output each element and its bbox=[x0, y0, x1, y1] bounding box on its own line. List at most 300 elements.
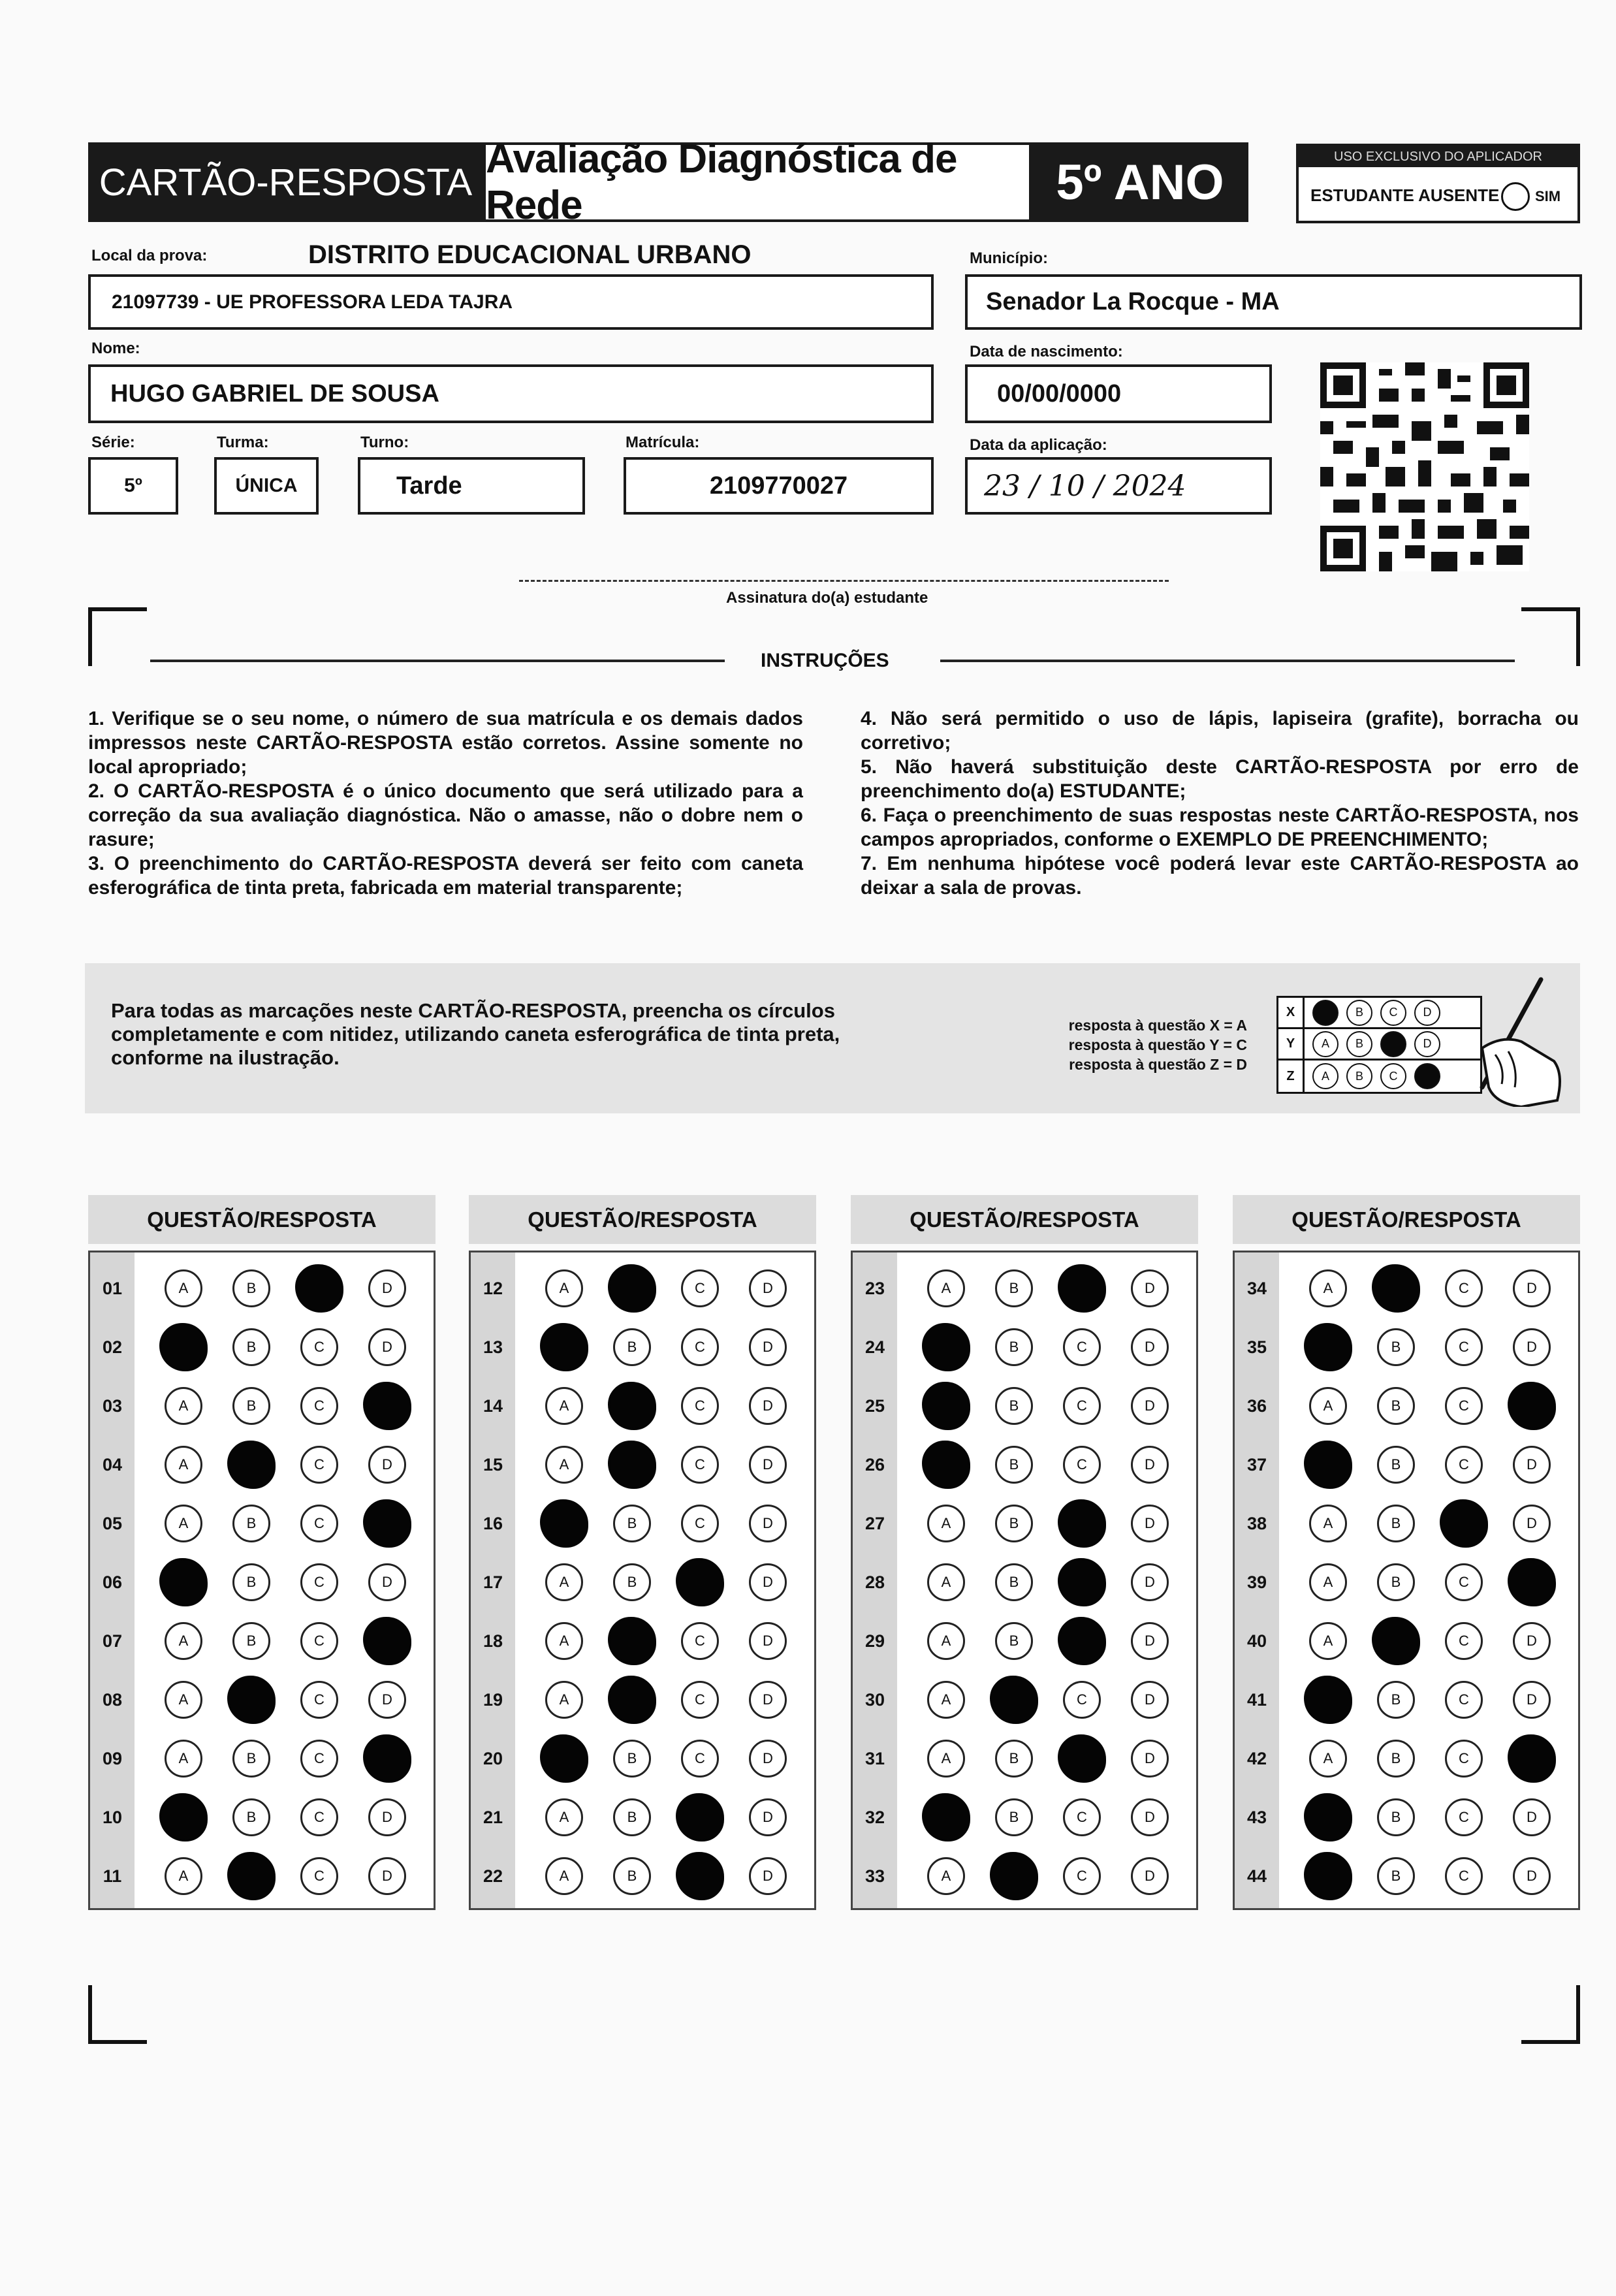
example-bubble-c: C bbox=[1380, 1000, 1406, 1026]
answer-bubble-c[interactable]: C bbox=[1063, 1798, 1101, 1836]
answer-bubble-c[interactable]: C bbox=[300, 1740, 338, 1778]
answer-bubble-c[interactable]: C bbox=[300, 1563, 338, 1601]
answer-bubble-d[interactable]: D bbox=[1131, 1505, 1169, 1542]
answer-bubble-d[interactable] bbox=[363, 1617, 411, 1665]
answer-bubble-d[interactable]: D bbox=[1513, 1798, 1551, 1836]
answer-bubble-a[interactable]: A bbox=[165, 1446, 202, 1484]
question-number: 30 bbox=[864, 1689, 885, 1710]
answer-bubble-d[interactable]: D bbox=[1131, 1269, 1169, 1307]
question-number: 42 bbox=[1246, 1748, 1267, 1768]
answer-bubble-d[interactable]: D bbox=[1131, 1798, 1169, 1836]
answer-bubble-b[interactable] bbox=[1372, 1617, 1420, 1665]
answer-row bbox=[1235, 1494, 1578, 1553]
example-legend-z: resposta à questão Z = D bbox=[1069, 1056, 1247, 1073]
answer-bubble-b[interactable]: B bbox=[232, 1505, 270, 1542]
question-number: 16 bbox=[483, 1513, 503, 1533]
answer-bubble-d[interactable]: D bbox=[368, 1328, 406, 1366]
answer-bubble-a[interactable] bbox=[1304, 1441, 1352, 1489]
answer-bubble-a[interactable] bbox=[922, 1382, 970, 1430]
question-number: 39 bbox=[1246, 1572, 1267, 1592]
answer-bubble-b[interactable]: B bbox=[1377, 1681, 1415, 1719]
answer-bubble-b[interactable]: B bbox=[1377, 1798, 1415, 1836]
answer-bubble-b[interactable]: B bbox=[1377, 1328, 1415, 1366]
answer-row bbox=[90, 1553, 434, 1612]
qr-code-icon bbox=[1320, 362, 1529, 571]
example-bubble-a bbox=[1312, 1000, 1339, 1026]
answer-bubble-b[interactable]: B bbox=[232, 1328, 270, 1366]
answer-row bbox=[90, 1670, 434, 1729]
answer-row bbox=[853, 1788, 1196, 1847]
question-number: 44 bbox=[1246, 1866, 1267, 1886]
answer-bubble-a[interactable] bbox=[1304, 1323, 1352, 1371]
answer-bubble-b[interactable]: B bbox=[1377, 1446, 1415, 1484]
municipio-field bbox=[965, 274, 1582, 330]
answer-bubble-d[interactable]: D bbox=[749, 1798, 787, 1836]
question-number: 31 bbox=[864, 1748, 885, 1768]
question-number: 06 bbox=[102, 1572, 123, 1592]
nascimento-label: Data de nascimento: bbox=[970, 343, 1123, 360]
instruction-6: 6. Faça o preenchimento de suas respostas neste CARTÃO-RESPOSTA, nos campos apropriados, conforme o EXEMPLO DE PREENCHIMENTO; bbox=[861, 805, 1579, 850]
answer-bubble-b[interactable]: B bbox=[232, 1740, 270, 1778]
instr-rule-left bbox=[150, 660, 725, 662]
question-number: 10 bbox=[102, 1807, 123, 1827]
answer-bubble-a[interactable]: A bbox=[1309, 1505, 1347, 1542]
answer-bubble-d[interactable]: D bbox=[749, 1681, 787, 1719]
matricula-value: 2109770027 bbox=[709, 471, 848, 500]
answer-bubble-a[interactable] bbox=[922, 1441, 970, 1489]
example-text: Para todas as marcações neste CARTÃO-RESPOSTA, preencha os círculos completamente e com nitidez, utilizando caneta esferográfica de tinta preta, conforme na ilustração. bbox=[111, 999, 840, 1069]
answer-bubble-a[interactable]: A bbox=[927, 1563, 965, 1601]
answer-bubble-a[interactable] bbox=[540, 1323, 588, 1371]
answer-bubble-c[interactable]: C bbox=[300, 1446, 338, 1484]
answer-bubble-a[interactable] bbox=[1304, 1676, 1352, 1724]
answer-row bbox=[90, 1377, 434, 1435]
answer-row bbox=[1235, 1729, 1578, 1788]
turno-value: Tarde bbox=[396, 471, 462, 500]
answer-bubble-d[interactable]: D bbox=[1513, 1446, 1551, 1484]
answer-bubble-c[interactable]: C bbox=[1063, 1387, 1101, 1425]
answer-bubble-b[interactable]: B bbox=[613, 1857, 651, 1895]
question-number: 27 bbox=[864, 1513, 885, 1533]
instruction-4: 4. Não será permitido o uso de lápis, lapiseira (grafite), borracha ou corretivo; bbox=[861, 708, 1579, 754]
instruction-3: 3. O preenchimento do CARTÃO-RESPOSTA deverá ser feito com caneta esferográfica de tinta preta, fabricada em material transparente; bbox=[88, 853, 803, 899]
answer-bubble-d[interactable]: D bbox=[368, 1798, 406, 1836]
answer-bubble-a[interactable]: A bbox=[1309, 1269, 1347, 1307]
answer-bubble-a[interactable]: A bbox=[927, 1740, 965, 1778]
answer-row bbox=[1235, 1318, 1578, 1377]
answer-bubble-a[interactable] bbox=[159, 1558, 208, 1606]
answer-bubble-c[interactable] bbox=[1058, 1558, 1106, 1606]
answer-bubble-c[interactable]: C bbox=[1063, 1328, 1101, 1366]
header-cartao: CARTÃO-RESPOSTA bbox=[88, 142, 483, 222]
answer-bubble-d[interactable]: D bbox=[368, 1563, 406, 1601]
answer-bubble-b[interactable]: B bbox=[995, 1798, 1033, 1836]
turma-value: ÚNICA bbox=[235, 475, 298, 496]
answer-bubble-c[interactable] bbox=[295, 1264, 343, 1313]
local-distrito: DISTRITO EDUCACIONAL URBANO bbox=[308, 240, 752, 269]
answer-bubble-a[interactable]: A bbox=[927, 1269, 965, 1307]
answer-bubble-c[interactable]: C bbox=[681, 1740, 719, 1778]
instruction-2: 2. O CARTÃO-RESPOSTA é o único documento que será utilizado para a correção da sua avaliação diagnóstica. Não o amasse, não o dobre nem o rasure; bbox=[88, 780, 803, 850]
answer-bubble-b[interactable]: B bbox=[1377, 1563, 1415, 1601]
example-question-label: Z bbox=[1278, 1060, 1305, 1092]
answer-row bbox=[1235, 1670, 1578, 1729]
answer-bubble-d[interactable]: D bbox=[1513, 1681, 1551, 1719]
answer-bubble-d[interactable]: D bbox=[1131, 1857, 1169, 1895]
answer-bubble-d[interactable]: D bbox=[368, 1446, 406, 1484]
answer-bubble-b[interactable]: B bbox=[613, 1740, 651, 1778]
answer-bubble-a[interactable]: A bbox=[545, 1622, 583, 1660]
matricula-field bbox=[624, 457, 934, 515]
question-number: 32 bbox=[864, 1807, 885, 1827]
answer-bubble-c[interactable] bbox=[1058, 1264, 1106, 1313]
question-number: 26 bbox=[864, 1454, 885, 1475]
answer-bubble-c[interactable]: C bbox=[681, 1505, 719, 1542]
answer-bubble-c[interactable]: C bbox=[300, 1328, 338, 1366]
answer-bubble-b[interactable] bbox=[608, 1382, 656, 1430]
corner-mark-top-right bbox=[1521, 607, 1580, 666]
answer-bubble-c[interactable]: C bbox=[1445, 1798, 1483, 1836]
answer-bubble-b[interactable]: B bbox=[232, 1387, 270, 1425]
answer-row bbox=[90, 1612, 434, 1670]
corner-mark-bottom-right bbox=[1521, 1985, 1580, 2044]
question-number: 29 bbox=[864, 1631, 885, 1651]
answer-bubble-c[interactable]: C bbox=[300, 1857, 338, 1895]
answer-bubble-a[interactable]: A bbox=[165, 1387, 202, 1425]
example-question-label: Y bbox=[1278, 1029, 1305, 1059]
estudante-ausente-label: ESTUDANTE AUSENTE bbox=[1310, 185, 1500, 205]
example-bubble-b: B bbox=[1346, 1063, 1372, 1089]
answer-bubble-a[interactable]: A bbox=[1309, 1740, 1347, 1778]
answer-bubble-a[interactable]: A bbox=[165, 1857, 202, 1895]
answer-bubble-b[interactable] bbox=[1372, 1264, 1420, 1313]
answer-bubble-b[interactable]: B bbox=[1377, 1505, 1415, 1542]
answer-row bbox=[1235, 1847, 1578, 1905]
ausente-bubble[interactable] bbox=[1501, 182, 1530, 211]
instructions-right bbox=[861, 707, 1579, 900]
answer-bubble-d[interactable]: D bbox=[1131, 1622, 1169, 1660]
answer-bubble-b[interactable]: B bbox=[995, 1387, 1033, 1425]
answer-bubble-a[interactable]: A bbox=[165, 1740, 202, 1778]
answer-bubble-d[interactable] bbox=[1508, 1734, 1556, 1783]
answer-bubble-b[interactable] bbox=[608, 1617, 656, 1665]
question-number: 15 bbox=[483, 1454, 503, 1475]
answer-bubble-a[interactable] bbox=[922, 1793, 970, 1842]
answer-row bbox=[1235, 1553, 1578, 1612]
answer-bubble-c[interactable]: C bbox=[681, 1681, 719, 1719]
answer-bubble-d[interactable]: D bbox=[1131, 1387, 1169, 1425]
answer-bubble-c[interactable]: C bbox=[1063, 1857, 1101, 1895]
answer-bubble-d[interactable]: D bbox=[749, 1563, 787, 1601]
question-number: 35 bbox=[1246, 1337, 1267, 1357]
nascimento-value: 00/00/0000 bbox=[997, 379, 1122, 407]
answer-bubble-a[interactable]: A bbox=[927, 1505, 965, 1542]
answer-bubble-d[interactable] bbox=[363, 1499, 411, 1548]
column-header: QUESTÃO/RESPOSTA bbox=[851, 1195, 1198, 1244]
answer-bubble-a[interactable]: A bbox=[545, 1387, 583, 1425]
answer-bubble-c[interactable]: C bbox=[1445, 1740, 1483, 1778]
answer-row bbox=[1235, 1377, 1578, 1435]
answer-bubble-b[interactable]: B bbox=[995, 1505, 1033, 1542]
answer-bubble-b[interactable]: B bbox=[1377, 1387, 1415, 1425]
answer-row bbox=[90, 1847, 434, 1905]
answer-bubble-b[interactable]: B bbox=[995, 1446, 1033, 1484]
answer-bubble-b[interactable]: B bbox=[613, 1563, 651, 1601]
answer-bubble-d[interactable]: D bbox=[749, 1269, 787, 1307]
answer-bubble-a[interactable] bbox=[540, 1734, 588, 1783]
answer-bubble-a[interactable] bbox=[1304, 1852, 1352, 1900]
answer-bubble-c[interactable]: C bbox=[1063, 1446, 1101, 1484]
answer-row bbox=[471, 1377, 814, 1435]
answer-bubble-c[interactable]: C bbox=[681, 1446, 719, 1484]
answer-bubble-c[interactable]: C bbox=[681, 1328, 719, 1366]
question-number: 25 bbox=[864, 1395, 885, 1416]
answer-bubble-d[interactable] bbox=[363, 1382, 411, 1430]
turma-field bbox=[214, 457, 319, 515]
question-number: 34 bbox=[1246, 1278, 1267, 1298]
answer-bubble-a[interactable]: A bbox=[927, 1622, 965, 1660]
answer-bubble-b[interactable]: B bbox=[232, 1563, 270, 1601]
answer-bubble-c[interactable]: C bbox=[1445, 1446, 1483, 1484]
question-number: 09 bbox=[102, 1748, 123, 1768]
answer-bubble-c[interactable]: C bbox=[1445, 1328, 1483, 1366]
answer-bubble-c[interactable] bbox=[1058, 1499, 1106, 1548]
aplicacao-label: Data da aplicação: bbox=[970, 436, 1107, 454]
answer-bubble-b[interactable] bbox=[990, 1852, 1038, 1900]
sim-label: SIM bbox=[1535, 188, 1561, 204]
answer-bubble-d[interactable]: D bbox=[1131, 1740, 1169, 1778]
answer-bubble-d[interactable]: D bbox=[1131, 1328, 1169, 1366]
answer-row bbox=[90, 1729, 434, 1788]
answer-bubble-c[interactable]: C bbox=[681, 1269, 719, 1307]
answer-bubble-d[interactable]: D bbox=[749, 1740, 787, 1778]
answer-bubble-c[interactable]: C bbox=[1445, 1563, 1483, 1601]
answer-bubble-a[interactable]: A bbox=[927, 1857, 965, 1895]
answer-row bbox=[471, 1670, 814, 1729]
answer-bubble-d[interactable]: D bbox=[1131, 1446, 1169, 1484]
answer-bubble-b[interactable]: B bbox=[232, 1622, 270, 1660]
answer-bubble-b[interactable]: B bbox=[232, 1798, 270, 1836]
answer-bubble-a[interactable] bbox=[922, 1323, 970, 1371]
answer-bubble-d[interactable]: D bbox=[1131, 1681, 1169, 1719]
answer-bubble-b[interactable] bbox=[227, 1676, 276, 1724]
answer-bubble-a[interactable]: A bbox=[165, 1622, 202, 1660]
answer-bubble-d[interactable]: D bbox=[749, 1387, 787, 1425]
header-ano: 5º ANO bbox=[1032, 142, 1248, 222]
serie-value: 5º bbox=[124, 475, 142, 496]
answer-bubble-c[interactable]: C bbox=[300, 1681, 338, 1719]
answer-row bbox=[1235, 1435, 1578, 1494]
answer-row bbox=[471, 1847, 814, 1905]
answer-bubble-c[interactable]: C bbox=[681, 1387, 719, 1425]
aplicacao-value: 23 / 10 / 2024 bbox=[984, 469, 1186, 503]
example-bubble-b: B bbox=[1346, 1000, 1372, 1026]
question-number: 41 bbox=[1246, 1689, 1267, 1710]
question-number: 43 bbox=[1246, 1807, 1267, 1827]
answer-bubble-d[interactable] bbox=[363, 1734, 411, 1783]
aplicacao-field bbox=[965, 457, 1272, 515]
answer-bubble-b[interactable]: B bbox=[613, 1328, 651, 1366]
answer-bubble-b[interactable]: B bbox=[1377, 1740, 1415, 1778]
answer-bubble-d[interactable]: D bbox=[749, 1622, 787, 1660]
question-number: 19 bbox=[483, 1689, 503, 1710]
answer-bubble-a[interactable] bbox=[159, 1323, 208, 1371]
answer-bubble-a[interactable]: A bbox=[545, 1269, 583, 1307]
answer-bubble-d[interactable]: D bbox=[1513, 1857, 1551, 1895]
question-number: 24 bbox=[864, 1337, 885, 1357]
answer-bubble-b[interactable]: B bbox=[995, 1328, 1033, 1366]
turno-field bbox=[358, 457, 585, 515]
answer-row bbox=[853, 1377, 1196, 1435]
answer-row bbox=[853, 1612, 1196, 1670]
answer-bubble-c[interactable]: C bbox=[1445, 1622, 1483, 1660]
answer-bubble-b[interactable] bbox=[990, 1676, 1038, 1724]
question-number: 37 bbox=[1246, 1454, 1267, 1475]
answer-row bbox=[1235, 1788, 1578, 1847]
instruction-7: 7. Em nenhuma hipótese você poderá levar este CARTÃO-RESPOSTA ao deixar a sala de provas. bbox=[861, 853, 1579, 899]
answer-bubble-b[interactable] bbox=[227, 1852, 276, 1900]
question-number: 21 bbox=[483, 1807, 503, 1827]
answer-bubble-a[interactable]: A bbox=[165, 1505, 202, 1542]
question-number: 20 bbox=[483, 1748, 503, 1768]
serie-label: Série: bbox=[91, 434, 135, 451]
answer-bubble-a[interactable]: A bbox=[545, 1798, 583, 1836]
answer-row bbox=[853, 1729, 1196, 1788]
question-number: 05 bbox=[102, 1513, 123, 1533]
example-bubble-d: D bbox=[1414, 1000, 1440, 1026]
answer-bubble-b[interactable]: B bbox=[995, 1740, 1033, 1778]
answer-bubble-b[interactable] bbox=[608, 1676, 656, 1724]
answer-bubble-b[interactable]: B bbox=[995, 1269, 1033, 1307]
hand-pen-icon bbox=[1443, 976, 1567, 1107]
question-number: 02 bbox=[102, 1337, 123, 1357]
answer-row bbox=[471, 1259, 814, 1318]
answer-row bbox=[471, 1318, 814, 1377]
answer-bubble-a[interactable]: A bbox=[1309, 1563, 1347, 1601]
answer-bubble-a[interactable]: A bbox=[545, 1563, 583, 1601]
answer-bubble-a[interactable] bbox=[540, 1499, 588, 1548]
answer-bubble-a[interactable] bbox=[1304, 1793, 1352, 1842]
example-bubble-c: C bbox=[1380, 1063, 1406, 1089]
column-header: QUESTÃO/RESPOSTA bbox=[1233, 1195, 1580, 1244]
uso-exclusivo-box bbox=[1296, 144, 1580, 223]
question-number: 11 bbox=[103, 1866, 122, 1886]
question-number: 07 bbox=[102, 1631, 123, 1651]
answer-bubble-d[interactable]: D bbox=[368, 1269, 406, 1307]
answer-bubble-c[interactable]: C bbox=[1445, 1387, 1483, 1425]
answer-bubble-b[interactable]: B bbox=[613, 1798, 651, 1836]
answer-bubble-a[interactable]: A bbox=[927, 1681, 965, 1719]
answer-bubble-a[interactable]: A bbox=[545, 1446, 583, 1484]
answer-row bbox=[471, 1553, 814, 1612]
answer-bubble-d[interactable]: D bbox=[749, 1505, 787, 1542]
example-legend-x: resposta à questão X = A bbox=[1068, 1017, 1247, 1034]
instructions-title: INSTRUÇÕES bbox=[761, 650, 889, 671]
question-number: 38 bbox=[1246, 1513, 1267, 1533]
answer-row bbox=[1235, 1612, 1578, 1670]
answer-bubble-c[interactable]: C bbox=[1445, 1681, 1483, 1719]
answer-bubble-c[interactable]: C bbox=[1445, 1269, 1483, 1307]
answer-row bbox=[90, 1318, 434, 1377]
example-bubble-a: A bbox=[1312, 1031, 1339, 1057]
assinatura-line bbox=[519, 580, 1169, 582]
answer-bubble-c[interactable]: C bbox=[300, 1387, 338, 1425]
answer-bubble-c[interactable] bbox=[676, 1793, 724, 1842]
question-number: 40 bbox=[1246, 1631, 1267, 1651]
question-number: 36 bbox=[1246, 1395, 1267, 1416]
answer-bubble-d[interactable] bbox=[1508, 1558, 1556, 1606]
answer-bubble-c[interactable]: C bbox=[681, 1622, 719, 1660]
answer-bubble-c[interactable]: C bbox=[1063, 1681, 1101, 1719]
answer-bubble-c[interactable] bbox=[1058, 1617, 1106, 1665]
matricula-label: Matrícula: bbox=[626, 434, 700, 451]
answer-bubble-d[interactable] bbox=[1508, 1382, 1556, 1430]
answer-bubble-b[interactable]: B bbox=[995, 1563, 1033, 1601]
answer-bubble-d[interactable]: D bbox=[368, 1857, 406, 1895]
answer-row bbox=[90, 1435, 434, 1494]
instr-rule-right bbox=[940, 660, 1515, 662]
answer-bubble-c[interactable]: C bbox=[1445, 1857, 1483, 1895]
answer-bubble-b[interactable]: B bbox=[232, 1269, 270, 1307]
answer-bubble-d[interactable]: D bbox=[1513, 1622, 1551, 1660]
municipio-label: Município: bbox=[970, 249, 1048, 267]
answer-bubble-a[interactable] bbox=[159, 1793, 208, 1842]
answer-bubble-c[interactable]: C bbox=[300, 1798, 338, 1836]
answer-bubble-d[interactable]: D bbox=[1131, 1563, 1169, 1601]
column-header: QUESTÃO/RESPOSTA bbox=[88, 1195, 436, 1244]
answer-bubble-a[interactable]: A bbox=[545, 1857, 583, 1895]
answer-bubble-d[interactable]: D bbox=[749, 1328, 787, 1366]
answer-bubble-c[interactable] bbox=[676, 1852, 724, 1900]
answer-bubble-b[interactable]: B bbox=[995, 1622, 1033, 1660]
answer-bubble-a[interactable]: A bbox=[165, 1681, 202, 1719]
question-number: 28 bbox=[864, 1572, 885, 1592]
answer-bubble-b[interactable] bbox=[608, 1441, 656, 1489]
answer-row bbox=[90, 1259, 434, 1318]
answer-bubble-c[interactable] bbox=[1440, 1499, 1488, 1548]
column-header: QUESTÃO/RESPOSTA bbox=[469, 1195, 816, 1244]
example-bubble-a: A bbox=[1312, 1063, 1339, 1089]
answer-bubble-b[interactable]: B bbox=[613, 1505, 651, 1542]
answer-bubble-a[interactable]: A bbox=[165, 1269, 202, 1307]
answer-bubble-a[interactable]: A bbox=[545, 1681, 583, 1719]
answer-bubble-a[interactable]: A bbox=[1309, 1622, 1347, 1660]
turno-label: Turno: bbox=[360, 434, 409, 451]
question-number: 01 bbox=[102, 1278, 123, 1298]
answer-bubble-d[interactable]: D bbox=[1513, 1328, 1551, 1366]
answer-bubble-d[interactable]: D bbox=[1513, 1269, 1551, 1307]
answer-column bbox=[1233, 1251, 1580, 1910]
answer-bubble-d[interactable]: D bbox=[368, 1681, 406, 1719]
example-bubble-c bbox=[1380, 1031, 1406, 1057]
answer-bubble-b[interactable] bbox=[608, 1264, 656, 1313]
answer-bubble-c[interactable] bbox=[1058, 1734, 1106, 1783]
uso-exclusivo-label: USO EXCLUSIVO DO APLICADOR bbox=[1299, 146, 1577, 167]
answer-bubble-b[interactable] bbox=[227, 1441, 276, 1489]
instructions-left bbox=[88, 707, 803, 900]
answer-bubble-d[interactable]: D bbox=[1513, 1505, 1551, 1542]
question-number: 08 bbox=[102, 1689, 123, 1710]
answer-bubble-d[interactable]: D bbox=[749, 1446, 787, 1484]
answer-bubble-c[interactable] bbox=[676, 1558, 724, 1606]
corner-mark-top-left bbox=[88, 607, 147, 666]
answer-bubble-c[interactable]: C bbox=[300, 1505, 338, 1542]
answer-bubble-a[interactable]: A bbox=[1309, 1387, 1347, 1425]
answer-bubble-b[interactable]: B bbox=[1377, 1857, 1415, 1895]
instruction-5: 5. Não haverá substituição deste CARTÃO-RESPOSTA por erro de preenchimento do(a) ESTUDANTE; bbox=[861, 756, 1579, 802]
answer-bubble-c[interactable]: C bbox=[300, 1622, 338, 1660]
answer-bubble-d[interactable]: D bbox=[749, 1857, 787, 1895]
